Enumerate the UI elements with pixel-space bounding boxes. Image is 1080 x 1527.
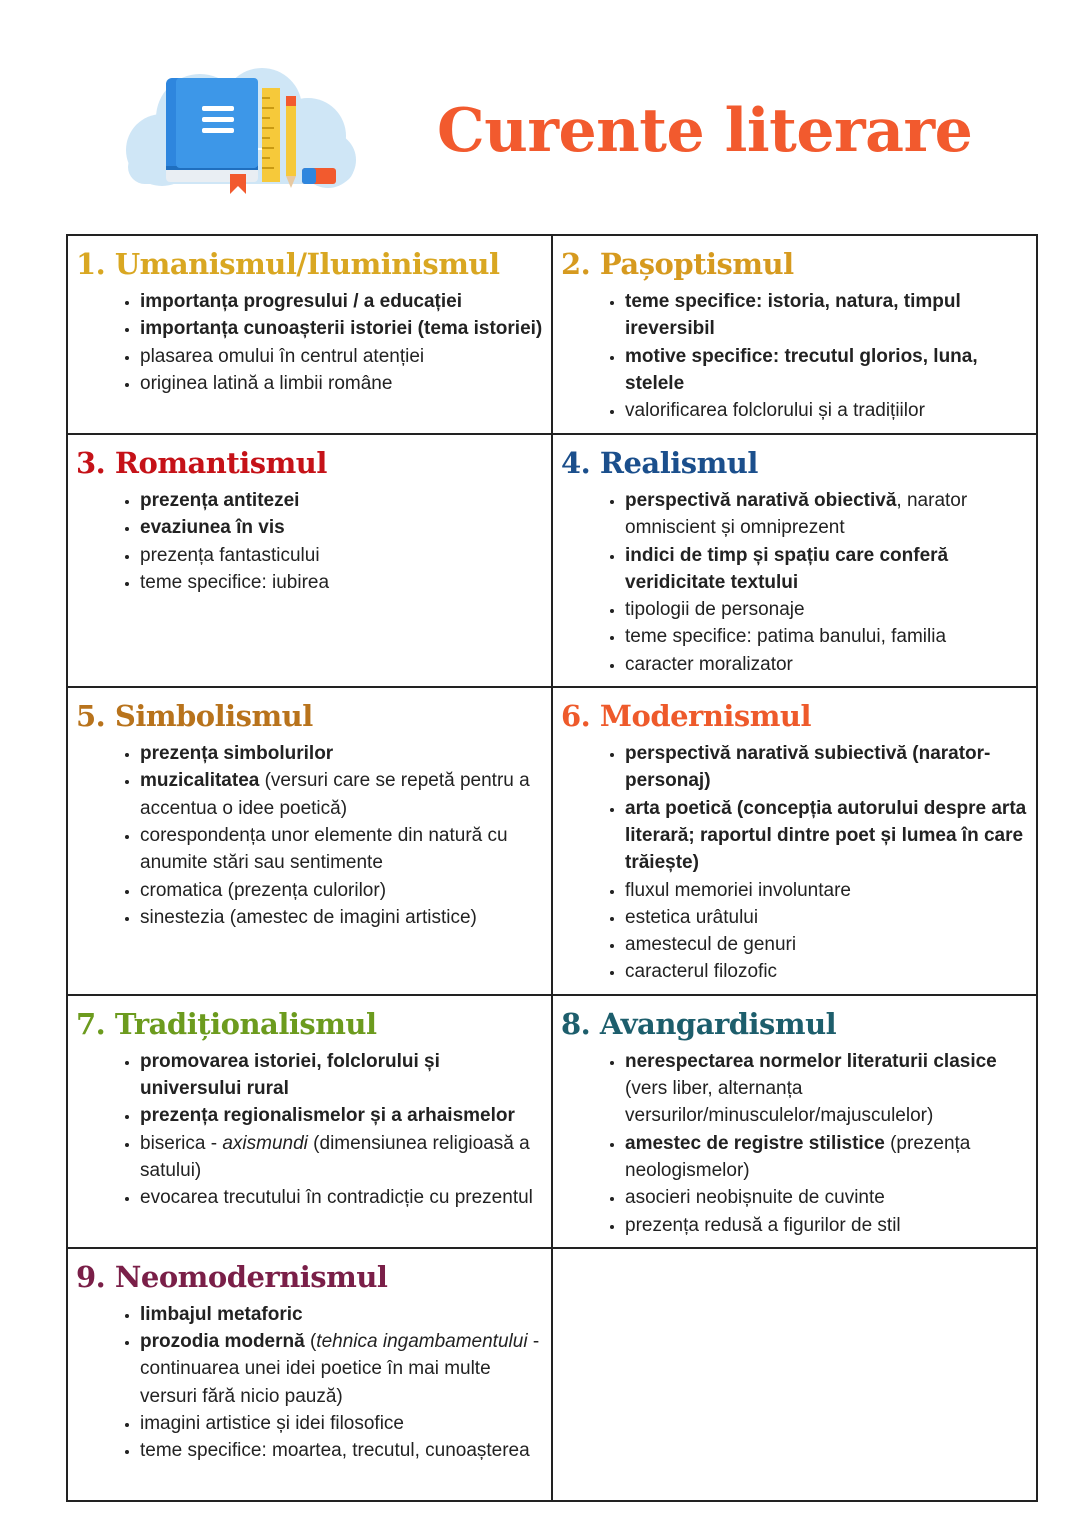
list-item [140,288,543,315]
item-text: originea latină a limbii române [140,372,393,394]
list-item [140,904,543,931]
item-text: , narator omniscient și omniprezent [625,490,968,539]
item-text: plasarea omului în centrul atenției [140,345,425,367]
list-item [625,343,1028,398]
item-bold: amestec de registre stilistice [625,1132,885,1154]
item-bold: perspectivă narativă subiectivă (narator-personaj) [625,743,991,792]
item-bold: limbajul metaforic [140,1303,303,1325]
cell-title: 9. Neomodernismul [76,1259,388,1294]
item-bold: promovarea istoriei, folclorului și universului rural [140,1050,440,1100]
item-italic: axismundi [222,1132,308,1154]
item-bold: perspectivă narativă obiectivă [625,490,897,511]
item-text: corespondența unor elemente din natură cu anumite stări sau sentimente [140,824,508,874]
books-and-ruler-icon [122,62,358,194]
item-bold: prozodia modernă [140,1331,305,1353]
cell-empty [552,1248,1037,1501]
cell-romantismul [67,434,552,687]
item-bold: teme specifice: istoria, natura, timpul ireversibil [625,291,961,340]
item-text: estetica urâtului [625,906,759,928]
cell-title: 1. Umanismul/Iluminismul [76,247,500,281]
item-bold: prezența regionalismelor și a arhaismelor [140,1105,515,1127]
item-italic: tehnica ingambamentului [316,1331,528,1353]
list-item [140,343,543,370]
item-bold: muzicalitatea [140,770,260,792]
bullet-list [561,740,1028,986]
list-item [140,767,543,822]
bullet-list [76,1048,543,1212]
page-title: Curente literare [437,96,973,166]
list-item [625,904,1028,931]
cell-title: 5. Simbolismul [76,699,313,734]
list-item [140,1184,543,1211]
item-text: fluxul memoriei involuntare [625,879,851,901]
list-item [625,877,1028,904]
item-bold: arta poetică (concepția autorului despre arta literară; raportul dintre poet și lumea în care trăiește) [625,797,1027,874]
item-text: biserica - [140,1132,223,1154]
item-text: teme specifice: moartea, trecutul, cunoașterea [140,1440,530,1462]
item-text: cromatica (prezența culorilor) [140,879,387,901]
item-text: ( [304,1331,317,1353]
list-item [140,1048,543,1103]
cell-title: 2. Pașoptismul [561,247,794,281]
item-bold: prezența simbolurilor [140,743,334,765]
list-item [140,370,543,397]
item-text: caracter moralizator [625,653,793,675]
item-bold: importanța progresului / a educației [140,291,463,312]
item-text: teme specifice: patima banului, familia [625,626,947,648]
cell-title: 8. Avangardismul [561,1006,837,1041]
item-text: (vers liber, alternanța versurilor/minusculelor/majusculelor) [625,1078,934,1127]
item-text: (dimensiunea religioasă a satului) [140,1132,530,1181]
bullet-list [561,487,1028,678]
list-item [625,397,1028,424]
item-text: - continuarea unei idei poetice în mai multe versuri fără nicio pauză) [140,1331,540,1407]
bullet-list [561,1048,1028,1239]
list-item [140,1102,543,1129]
list-item [140,822,543,877]
cell-umanismul [67,235,552,434]
item-bold: importanța cunoașterii istoriei (tema istoriei) [140,318,543,340]
cell-title: 3. Romantismul [76,446,327,480]
list-item [140,569,543,596]
item-text: amestecul de genuri [625,934,797,956]
item-bold: evaziunea în vis [140,517,285,539]
list-item [625,651,1028,678]
item-bold: nerespectarea normelor literaturii clasice [625,1050,997,1072]
bullet-list [561,288,1028,424]
list-item [625,542,1028,597]
cell-title: 7. Tradiționalismul [76,1006,377,1041]
list-item [140,487,543,514]
cell-avangardismul [552,995,1037,1248]
list-item [140,1437,543,1464]
cell-traditionalismul [67,995,552,1248]
list-item [140,1130,543,1185]
movements-table [66,234,1038,1502]
bullet-list [76,1301,543,1465]
list-item [625,288,1028,343]
list-item [625,1184,1028,1211]
list-item [625,1212,1028,1239]
item-bold: motive specifice: trecutul glorios, luna, stelele [625,345,978,394]
list-item [625,487,1028,542]
cell-neomodernismul [67,1248,552,1501]
bullet-list [76,487,543,596]
list-item [140,877,543,904]
cell-modernismul [552,687,1037,995]
list-item [140,514,543,541]
item-bold: prezența antitezei [140,490,300,511]
bullet-list [76,288,543,397]
list-item [625,740,1028,795]
cell-title: 4. Realismul [561,446,758,480]
item-text: (prezența neologismelor) [625,1132,971,1181]
list-item [625,1048,1028,1130]
item-text: prezența fantasticului [140,544,320,566]
list-item [140,1301,543,1328]
list-item [625,931,1028,958]
list-item [140,1328,543,1410]
item-text: asocieri neobișnuite de cuvinte [625,1187,885,1209]
list-item [140,315,543,342]
list-item [140,1410,543,1437]
list-item [625,596,1028,623]
list-item [625,795,1028,877]
item-text: teme specifice: iubirea [140,571,330,593]
item-text: (versuri care se repetă pentru a accentua o idee poetică) [140,770,530,819]
list-item [625,958,1028,985]
item-text: evocarea trecutului în contradicție cu prezentul [140,1187,533,1209]
list-item [625,1130,1028,1185]
list-item [140,542,543,569]
bullet-list [76,740,543,931]
list-item [625,623,1028,650]
item-text: imagini artistice și idei filosofice [140,1413,404,1435]
cell-pasoptismul [552,235,1037,434]
item-text: tipologii de personaje [625,599,805,621]
cell-simbolismul [67,687,552,995]
cell-realismul [552,434,1037,687]
item-text: caracterul filozofic [625,961,778,983]
item-bold: indici de timp și spațiu care conferă veridicitate textului [625,544,949,593]
list-item [140,740,543,767]
item-text: sinestezia (amestec de imagini artistice) [140,906,477,928]
item-text: valorificarea folclorului și a tradițiilor [625,400,925,422]
cell-title: 6. Modernismul [561,699,812,734]
item-text: prezența redusă a figurilor de stil [625,1214,901,1236]
